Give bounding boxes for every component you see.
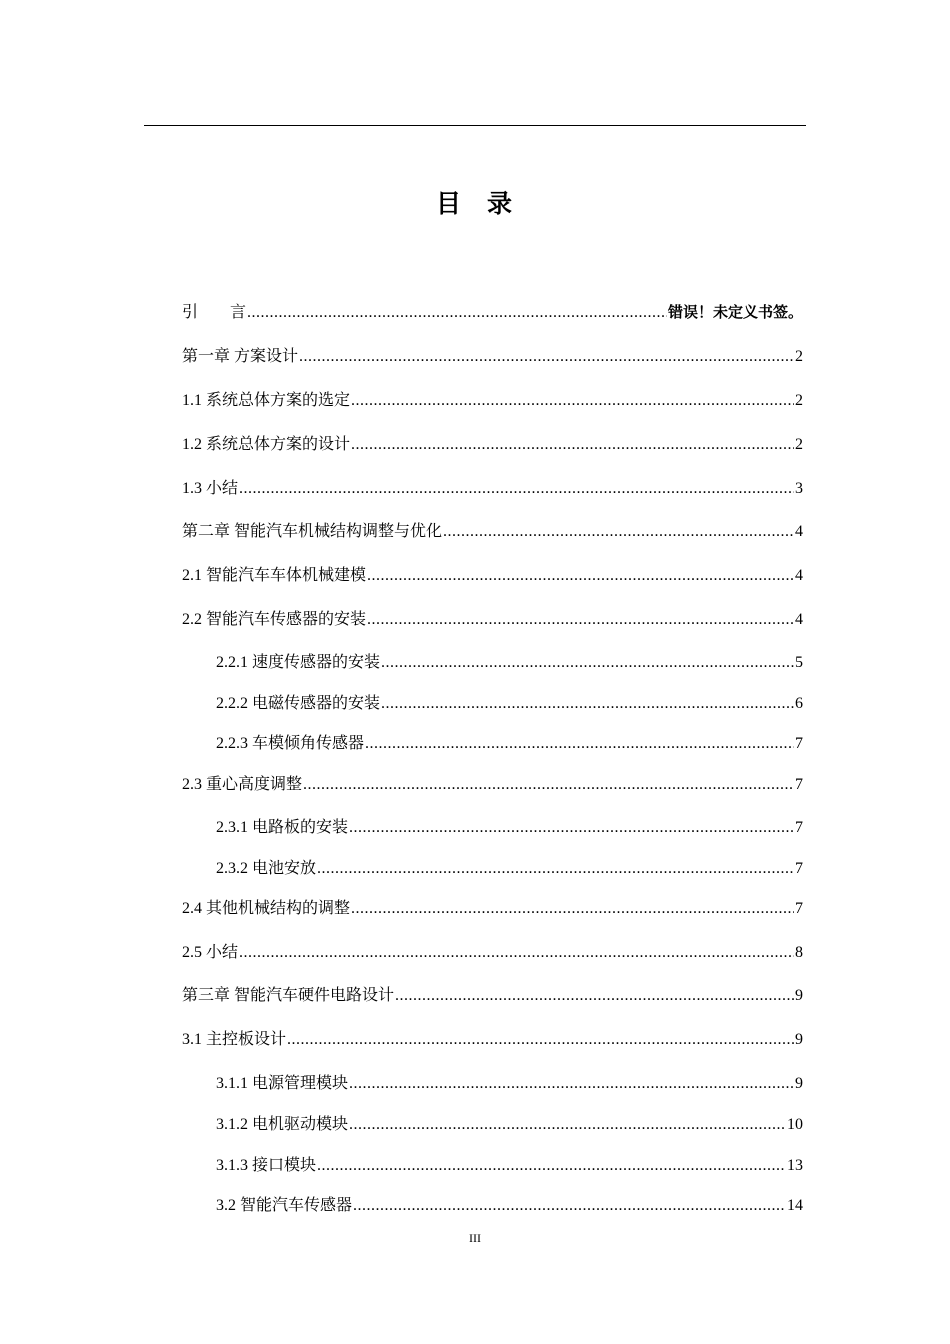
toc-entry-page: 错误！未定义书签。 [667,303,803,321]
toc-entry-label: 引 言 [182,304,247,321]
toc-entry-2-3-1[interactable] [216,818,803,838]
toc-entry-page: 13 [787,1157,803,1174]
dot-leader [367,566,794,586]
toc-entry-3-1-3[interactable] [216,1156,803,1176]
toc-entry-2-2[interactable] [182,610,803,630]
title-char-2: 录 [487,189,515,218]
toc-entry-label: 第二章 智能汽车机械结构调整与优化 [182,523,443,540]
dot-leader [239,479,794,499]
title-char-1: 目 [435,189,463,218]
toc-entry-label: 3.1 主控板设计 [182,1031,287,1048]
toc-entry-page: 2 [795,392,803,409]
dot-leader [317,1156,786,1176]
toc-entry-label: 2.2.1 速度传感器的安装 [216,654,381,671]
toc-entry-2-2-1[interactable] [216,653,803,673]
toc-entry-page: 7 [795,900,803,917]
toc-entry-2-2-2[interactable] [216,694,803,714]
toc-entry-label: 2.3.2 电池安放 [216,860,317,877]
toc-entry-page: 4 [795,567,803,584]
toc-entry-2-1[interactable] [182,566,803,586]
toc-entry-page: 3 [795,480,803,497]
toc-entry-label: 2.2 智能汽车传感器的安装 [182,611,367,628]
dot-leader [351,435,794,455]
toc-entry-label: 1.3 小结 [182,480,239,497]
toc-entry-page: 10 [787,1116,803,1133]
dot-leader [351,391,794,411]
toc-entry-label: 2.2.3 车模倾角传感器 [216,735,365,752]
toc-entry-label: 1.1 系统总体方案的选定 [182,392,351,409]
toc-entry-2-4[interactable] [182,899,803,919]
toc-entry-3-2[interactable] [216,1196,803,1216]
dot-leader [367,610,794,630]
toc-entry-1-2[interactable] [182,435,803,455]
dot-leader [287,1030,794,1050]
toc-entry-page: 2 [795,348,803,365]
toc-entry-chapter-3[interactable] [182,986,803,1006]
toc-entry-page: 9 [795,1031,803,1048]
dot-leader [351,899,794,919]
toc-entry-1-3[interactable] [182,479,803,499]
toc-entry-page: 14 [787,1197,803,1214]
toc-entry-2-3-2[interactable] [216,859,803,879]
toc-entry-page: 7 [795,776,803,793]
page-title [0,184,950,220]
toc-entry-page: 9 [795,1075,803,1092]
toc-entry-intro[interactable] [182,302,803,323]
dot-leader [381,694,794,714]
toc-entry-page: 8 [795,944,803,961]
toc-entry-page: 2 [795,436,803,453]
dot-leader [247,303,667,323]
header-rule [144,125,806,126]
toc-entry-label: 2.3 重心高度调整 [182,776,303,793]
toc-entry-page: 6 [795,695,803,712]
toc-entry-page: 5 [795,654,803,671]
dot-leader [349,1115,786,1135]
dot-leader [239,943,794,963]
toc-entry-label: 2.1 智能汽车车体机械建模 [182,567,367,584]
dot-leader [381,653,794,673]
dot-leader [317,859,794,879]
toc-entry-page: 7 [795,860,803,877]
toc-entry-page: 4 [795,523,803,540]
toc-entry-label: 1.2 系统总体方案的设计 [182,436,351,453]
toc-entry-page: 4 [795,611,803,628]
page-number: III [469,1231,481,1245]
toc-entry-label: 2.5 小结 [182,944,239,961]
toc-entry-page: 7 [795,735,803,752]
dot-leader [395,986,794,1006]
toc-entry-label: 3.1.2 电机驱动模块 [216,1116,349,1133]
toc-entry-label: 3.1.1 电源管理模块 [216,1075,349,1092]
toc-entry-label: 3.1.3 接口模块 [216,1157,317,1174]
dot-leader [349,818,794,838]
toc-entry-3-1[interactable] [182,1030,803,1050]
toc-entry-label: 3.2 智能汽车传感器 [216,1197,353,1214]
toc-entry-label: 2.2.2 电磁传感器的安装 [216,695,381,712]
dot-leader [349,1074,794,1094]
toc-entry-2-3[interactable] [182,775,803,795]
toc-entry-3-1-1[interactable] [216,1074,803,1094]
toc-entry-2-2-3[interactable] [216,734,803,754]
toc-entry-label: 2.4 其他机械结构的调整 [182,900,351,917]
dot-leader [299,347,794,367]
toc-entry-label: 第三章 智能汽车硬件电路设计 [182,987,395,1004]
toc-entry-1-1[interactable] [182,391,803,411]
toc-entry-3-1-2[interactable] [216,1115,803,1135]
toc-entry-chapter-1[interactable] [182,347,803,367]
toc-entry-2-5[interactable] [182,943,803,963]
toc-entry-chapter-2[interactable] [182,522,803,542]
dot-leader [443,522,794,542]
toc-entry-page: 7 [795,819,803,836]
dot-leader [353,1196,786,1216]
toc-entry-page: 9 [795,987,803,1004]
toc-entry-label: 第一章 方案设计 [182,348,299,365]
dot-leader [303,775,794,795]
dot-leader [365,734,794,754]
toc-entry-label: 2.3.1 电路板的安装 [216,819,349,836]
